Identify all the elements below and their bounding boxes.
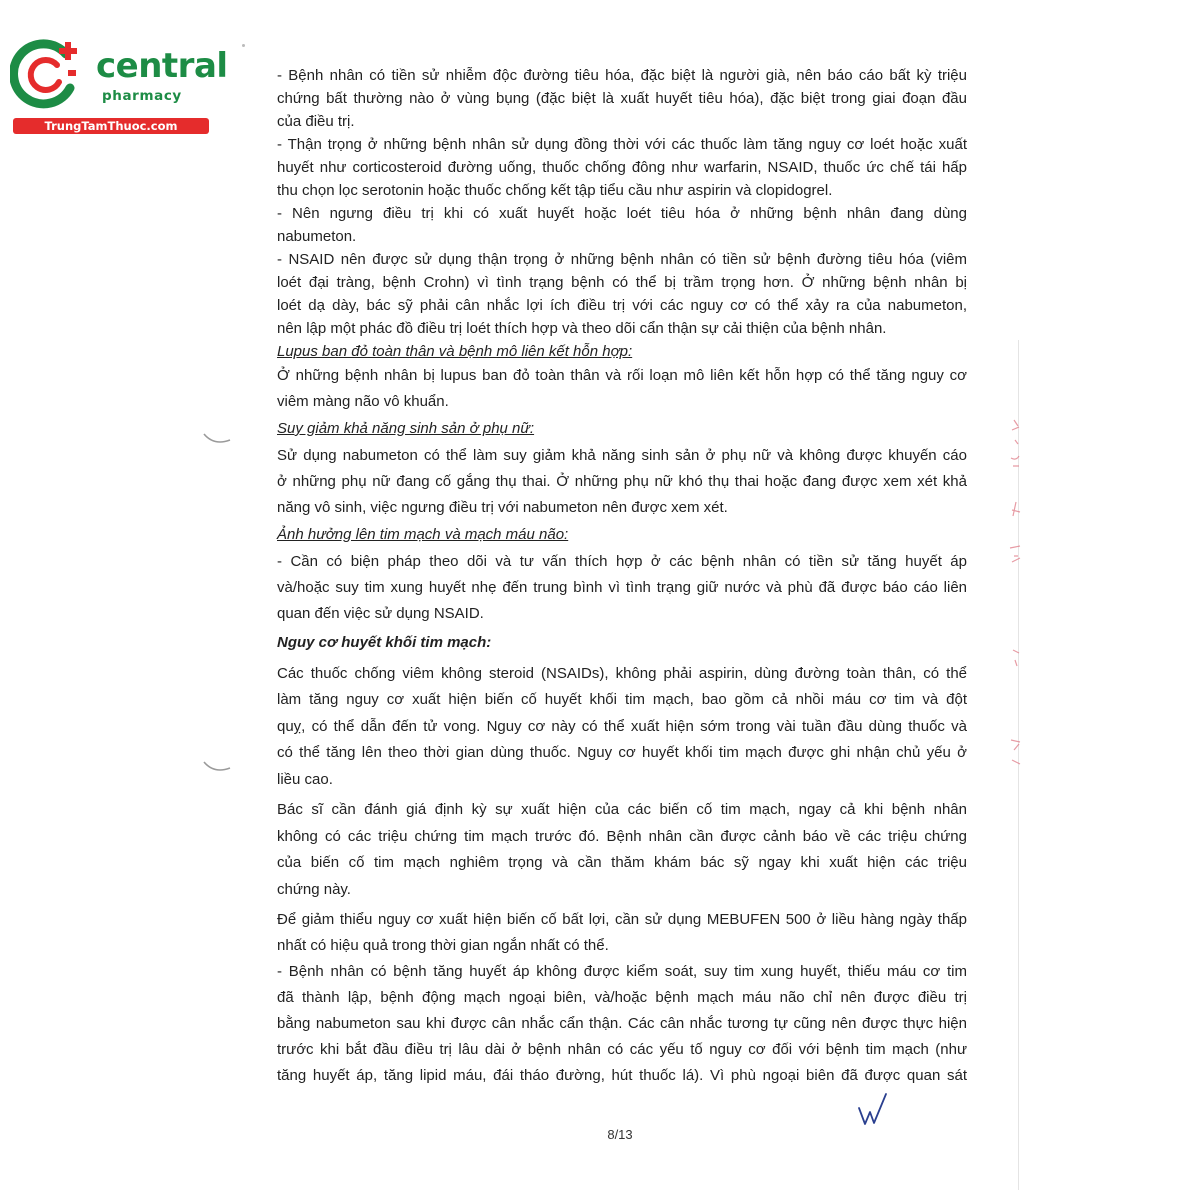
logo-site-banner: TrungTamThuoc.com <box>13 118 209 134</box>
page-number: 8/13 <box>607 1127 633 1142</box>
text-line: Bác sĩ cần đánh giá định kỳ sự xuất hiện của các biến cố tim mạch, ngay cả khi bệnh nhân <box>277 801 967 818</box>
text-line: - Thận trọng ở những bệnh nhân sử dụng đồng thời với các thuốc làm tăng nguy cơ loét hoặc xuất <box>277 136 967 153</box>
text-line: - Cần có biện pháp theo dõi và tư vấn thích hợp ở các bệnh nhân có tiền sử tăng huyết áp <box>277 553 967 570</box>
text-line: tăng huyết áp, tăng lipid máu, đái tháo đường, hút thuốc lá). Vì phù ngoại biên đã được quan sát <box>277 1067 967 1084</box>
text-line: quan đến việc sử dụng NSAID. <box>277 605 484 622</box>
text-line: liều cao. <box>277 771 333 788</box>
text-line: Sử dụng nabumeton có thể làm suy giảm khả năng sinh sản ở phụ nữ và không được khuyến cáo <box>277 447 967 464</box>
section-heading-cardiovascular: Ảnh hưởng lên tim mạch và mạch máu não: <box>277 526 569 543</box>
text-line: thu chọn lọc serotonin hoặc thuốc chống kết tập tiểu cầu như aspirin và clopidogrel. <box>277 182 833 199</box>
text-line: - Bệnh nhân có bệnh tăng huyết áp không được kiểm soát, suy tim xung huyết, thiếu máu cơ tim <box>277 963 967 980</box>
text-line: bằng nabumeton sau khi được cân nhắc cẩn thận. Các cân nhắc tương tự cũng nên được thực hiện <box>277 1015 967 1032</box>
section-heading-fertility: Suy giảm khả năng sinh sản ở phụ nữ: <box>277 420 535 437</box>
text-line: và/hoặc suy tim xung huyết nhẹ đến trung bình vì tình trạng giữ nước và phù đã được báo cáo liên <box>277 579 967 596</box>
text-line: trước khi bắt đầu điều trị lâu dài ở bệnh nhân có các yếu tố nguy cơ đối với bệnh tim mạch (như <box>277 1041 967 1058</box>
text-line: Để giảm thiểu nguy cơ xuất hiện biến cố bất lợi, cần sử dụng MEBUFEN 500 ở liều hàng ngày thấp <box>277 911 967 928</box>
central-pharmacy-logo[interactable] <box>10 38 228 138</box>
text-line: - Bệnh nhân có tiền sử nhiễm độc đường tiêu hóa, đặc biệt là người già, nên báo cáo bất kỳ triệu <box>277 67 967 84</box>
stamp-edge-marks <box>1006 410 1026 790</box>
punch-hole-mark <box>202 758 232 774</box>
text-line: loét dạ dày, bác sỹ phải cân nhắc lợi ích điều trị với các nguy cơ có thể xảy ra của nabumeton, <box>277 297 967 314</box>
text-line: viêm màng não vô khuẩn. <box>277 393 449 410</box>
text-line: nên lập một phác đồ điều trị loét thích hợp và theo dõi cẩn thận sự cải thiện của bệnh nhân. <box>277 320 887 337</box>
logo-subtitle-text: pharmacy <box>102 88 182 104</box>
central-logo-mark-icon <box>10 38 90 110</box>
text-line: - NSAID nên được sử dụng thận trọng ở những bệnh nhân có tiền sử bệnh đường tiêu hóa (viêm <box>277 251 967 268</box>
logo-brand-text: central <box>96 46 228 86</box>
text-line: Ở những bệnh nhân bị lupus ban đỏ toàn thân và rối loạn mô liên kết hỗn hợp có thể tăng nguy cơ <box>277 367 967 384</box>
text-line: ở những phụ nữ đang cố gắng thụ thai. Ở những phụ nữ khó thụ thai hoặc đang được xem xét khả <box>277 473 967 490</box>
punch-hole-mark <box>202 430 232 446</box>
text-line: chứng này. <box>277 881 351 898</box>
section-heading-thrombosis: Nguy cơ huyết khối tim mạch: <box>277 634 492 651</box>
text-line: quỵ, có thể dẫn đến tử vong. Nguy cơ này có thể xuất hiện sớm trong vài tuần đầu dùng thuốc và <box>277 718 967 735</box>
text-line: nabumeton. <box>277 228 357 245</box>
signature-initials-mark <box>855 1090 891 1130</box>
text-line: nhất có hiệu quả trong thời gian ngắn nhất có thể. <box>277 937 609 954</box>
text-line: đã thành lập, bệnh động mạch ngoại biên, và/hoặc bệnh mạch máu não chỉ nên được điều trị <box>277 989 967 1006</box>
text-line: làm tăng nguy cơ xuất hiện biến cố huyết khối tim mạch, bao gồm cả nhồi máu cơ tim và đột <box>277 691 967 708</box>
scan-speck <box>242 44 245 47</box>
text-line: năng vô sinh, việc ngưng điều trị với nabumeton nên được xem xét. <box>277 499 728 516</box>
text-line: chứng bất thường nào ở vùng bụng (đặc biệt là xuất huyết tiêu hóa), đặc biệt trong giai đoạn đầu <box>277 90 967 107</box>
section-heading-lupus: Lupus ban đỏ toàn thân và bệnh mô liên kết hỗn hợp: <box>277 343 633 360</box>
text-line: Các thuốc chống viêm không steroid (NSAIDs), không phải aspirin, dùng đường toàn thân, có thể <box>277 665 967 682</box>
text-line: loét đại tràng, bệnh Crohn) vì tình trạng bệnh có thể bị trầm trọng hơn. Ở những bệnh nhân bị <box>277 274 967 291</box>
text-line: không có các triệu chứng tim mạch trước đó. Bệnh nhân cần được cảnh báo về các triệu chứng <box>277 828 967 845</box>
text-line: huyết như corticosteroid đường uống, thuốc chống đông như warfarin, NSAID, thuốc ức chế tái hấp <box>277 159 967 176</box>
text-line: có thể tăng lên theo thời gian dùng thuốc. Nguy cơ huyết khối tim mạch được ghi nhận chủ yếu ở <box>277 744 967 761</box>
text-line: - Nên ngưng điều trị khi có xuất huyết hoặc loét tiêu hóa ở những bệnh nhân đang dùng <box>277 205 967 222</box>
text-line: của điều trị. <box>277 113 355 130</box>
text-line: của biến cố tim mạch nghiêm trọng và cần thăm khám bác sỹ ngay khi xuất hiện các triệu <box>277 854 967 871</box>
